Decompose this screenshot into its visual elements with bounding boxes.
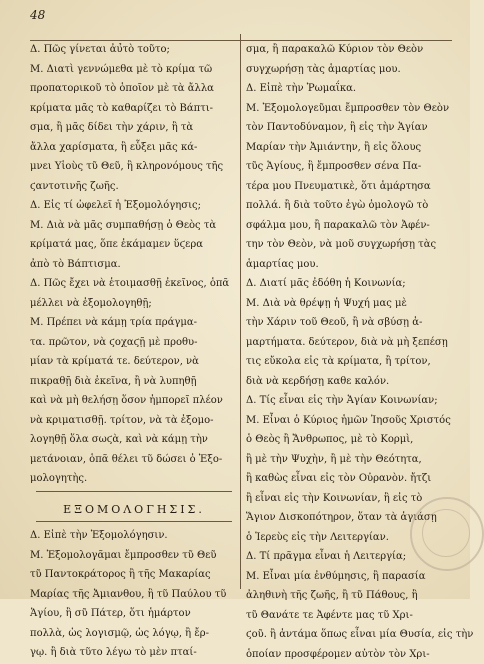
text-line: τῦ Θανάτε τε Ἀφέντε μας τῦ Χρι- (246, 606, 452, 626)
text-line: ὁποίαν προσφέρομεν αὐτὸν τὸν Χρι- (246, 645, 452, 664)
section-rule-bottom (36, 521, 232, 522)
text-line: Δ. Εἰς τί ὠφελεῖ ἡ Ἐξομολόγησις; (30, 196, 238, 216)
text-line: μολογητὴς. (30, 469, 238, 489)
text-line: ἄλλα χαρίσματα, ἢ εὗξει μᾶς κά- (30, 138, 238, 158)
text-line: Μ. Εἶναι μία ἐνθύμησις, ἢ παρασία (246, 567, 452, 587)
text-line: Δ. Πῶς ἔχει νὰ ἑτοιμασθῇ ἐκεῖνος, ὁπᾶ (30, 274, 238, 294)
library-stamp-inner (422, 509, 470, 557)
text-line: ἢ μὲ τὴν Ψυχὴν, ἢ μὲ τὴν Θεότητα, (246, 450, 452, 470)
right-text-block (246, 40, 452, 664)
text-line: ἀπὸ τὸ Βάπτισμα. (30, 255, 238, 275)
text-line: μετάνοιαν, ὁπᾶ θέλει τῦ δώσει ὁ Ἐξο- (30, 450, 238, 470)
text-line: τα. πρῶτον, νὰ ϛοχαϛῇ μὲ προθυ- (30, 333, 238, 353)
text-line: τέρα μου Πνευματικὲ, ὅτι ἁμάρτησα (246, 177, 452, 197)
text-line: καὶ νὰ μὴ θελήσῃ ὅσον ἠμπορεῖ πλέον (30, 391, 238, 411)
text-line: μαρτήματα. δεύτερον, διὰ νὰ μὴ ξεπέσῃ (246, 333, 452, 353)
text-line: Δ. Πῶς γίνεται ἀυ̉τὸ τοῦτο; (30, 40, 238, 60)
text-line: Μ. Πρέπει νὰ κάμῃ τρία πράγμα- (30, 313, 238, 333)
text-line: λογηθῇ ὅλα σωϛὰ, καὶ νὰ κάμῃ τὴν (30, 430, 238, 450)
text-line: την τὸν Θεὸν, νὰ μοῦ συγχωρήσῃ τὰς (246, 235, 452, 255)
text-line: τὴν Χάριν τοῦ Θεοῦ, ἢ νὰ σβύσῃ ἁ- (246, 313, 452, 333)
library-stamp (410, 497, 484, 571)
text-line: Μ. Διὰ νὰ μᾶς συμπαθήσῃ ὁ Θεὸς τὰ (30, 216, 238, 236)
text-line: προπατορικοῦ τὸ ὁποῖον μὲ τὰ ἄλλα (30, 79, 238, 99)
text-line: ἀληθινὴ τῆς ζωῆς, ἢ τῦ Πάθους, ἢ (246, 586, 452, 606)
section-rule-top (36, 491, 232, 492)
text-line: μέλλει νὰ ἐξομολογηθῇ; (30, 294, 238, 314)
text-line: τὸν Παντοδύναμον, ἢ εἰς τὴν Ἁγίαν (246, 118, 452, 138)
text-line: ἢ εἶναι εἰς τὴν Κοινωνίαν, ἢ εἰς τὸ (246, 489, 452, 509)
text-line: Μ. Εἶναι ὁ Κύριος ἡμῶν Ἰησοῦς Χριστός (246, 411, 452, 431)
left-text-block-2 (30, 526, 238, 663)
text-line: Μ. Ἐξομολογεῦμαι ἔμπροσθεν τὸν Θεὸν (246, 99, 452, 119)
text-line: πολλά. ἢ διὰ τοῦτο ἐγὼ ὁμολογῶ τὸ (246, 196, 452, 216)
text-line: Ἅγιον Δισκοπότηρον, ὅταν τὰ ἁγιάσῃ (246, 508, 452, 528)
text-line: ὁ Θεὸς ἢ Ἄνθρωπος, μὲ τὸ Κορμὶ, (246, 430, 452, 450)
text-line: νὰ κριματισθῇ. τρίτον, νὰ τὰ ἐξομο- (30, 411, 238, 431)
text-line: ϛαντοτινῆς ζωῆς. (30, 177, 238, 197)
text-line: σφάλμα μου, ἢ παρακαλῶ τὸν Ἀφέν- (246, 216, 452, 236)
text-line: πολλὰ, ὡς λογισμῷ, ὡς λόγῳ, ἢ ἔρ- (30, 624, 238, 644)
text-line: σμα, ἢ μᾶς δίδει τὴν χάριν, ἢ τὰ (30, 118, 238, 138)
text-line: Δ. Τίς εἶναι εἰς τὴν Ἁγίαν Κοινωνίαν; (246, 391, 452, 411)
text-line: Μαρίαν τὴν Ἀμιάντην, ἢ εἰς ὅλους (246, 138, 452, 158)
text-line: ὁ Ἱερεὺς εἰς τὴν Λειτεργίαν. (246, 528, 452, 548)
text-line: τῦ Παντοκράτορος ἢ τῆς Μακαρίας (30, 565, 238, 585)
text-line: κρίματά μας, ὅπε ἐκάμαμεν ὕϛερα (30, 235, 238, 255)
text-line: τῦς Ἁγίους, ἢ ἔμπροσθεν σένα Πα- (246, 157, 452, 177)
page-number: 48 (30, 8, 45, 22)
text-line: μίαν τὰ κρίματά τε. δεύτερον, νὰ (30, 352, 238, 372)
left-text-block (30, 40, 238, 489)
text-line: Ἁγίου, ἢ σῦ Πάτερ, ὅτι ἡμάρτον (30, 604, 238, 624)
text-line: Μαρίας τῆς Ἀμιανθου, ἢ τῦ Παύλου τῦ (30, 585, 238, 605)
text-line: διὰ νὰ κερδήσῃ καθε καλόν. (246, 372, 452, 392)
text-line: ἢ καθὼς εἶναι εἰς τὸν Οὐρανὸν. ἤτζι (246, 469, 452, 489)
text-line: Δ. Εἰπὲ τὴν Ἐξομολόγησιν. (30, 526, 238, 546)
text-line: σμα, ἢ παρακαλῶ Κύριον τὸν Θεὸν (246, 40, 452, 60)
text-line: ἁμαρτίας μου. (246, 255, 452, 275)
text-line: μνει Υἱοὺς τῦ Θεῦ, ἢ κληρονόμους τῆς (30, 157, 238, 177)
text-line: συγχωρήσῃ τὰς ἁμαρτίας μου. (246, 60, 452, 80)
text-line: γῳ. ἢ διὰ τῦτο λέγω τὸ μὲν πταί- (30, 643, 238, 663)
text-line: ϛοῦ. ἢ ἀντάμα ὅπως εἶναι μία Θυσία, εἰς τὴν (246, 625, 452, 645)
text-line: Δ. Διατί μᾶς ἐδόθη ἡ Κοινωνία; (246, 274, 452, 294)
text-line: Μ. Ἐξομολογᾶμαι ἔμπροσθεν τῦ Θεῦ (30, 546, 238, 566)
text-line: τις εὔκολα εἰς τὰ κρίματα, ἢ τρίτον, (246, 352, 452, 372)
section-heading: ΕΞΟΜΟΛΟΓΗΣΙΣ. (30, 500, 238, 520)
text-line: κρίματα μᾶς τὸ καθαρίζει τὸ Βάπτι- (30, 99, 238, 119)
text-line: Δ. Εἰπὲ τὴν Ῥωμαΐκα. (246, 79, 452, 99)
left-column (30, 40, 238, 591)
text-line: Μ. Διὰ νὰ θρέψῃ ἡ Ψυχή μας μὲ (246, 294, 452, 314)
text-line: πικραθῇ διὰ ἐκεῖνα, ἢ νὰ λυπηθῇ (30, 372, 238, 392)
text-line: Δ. Τί πρᾶγμα εἶναι ἡ Λειτεργία; (246, 547, 452, 567)
text-line: Μ. Διατὶ γεννώμεθα μὲ τὸ κρίμα τῶ (30, 60, 238, 80)
column-divider (240, 34, 241, 589)
